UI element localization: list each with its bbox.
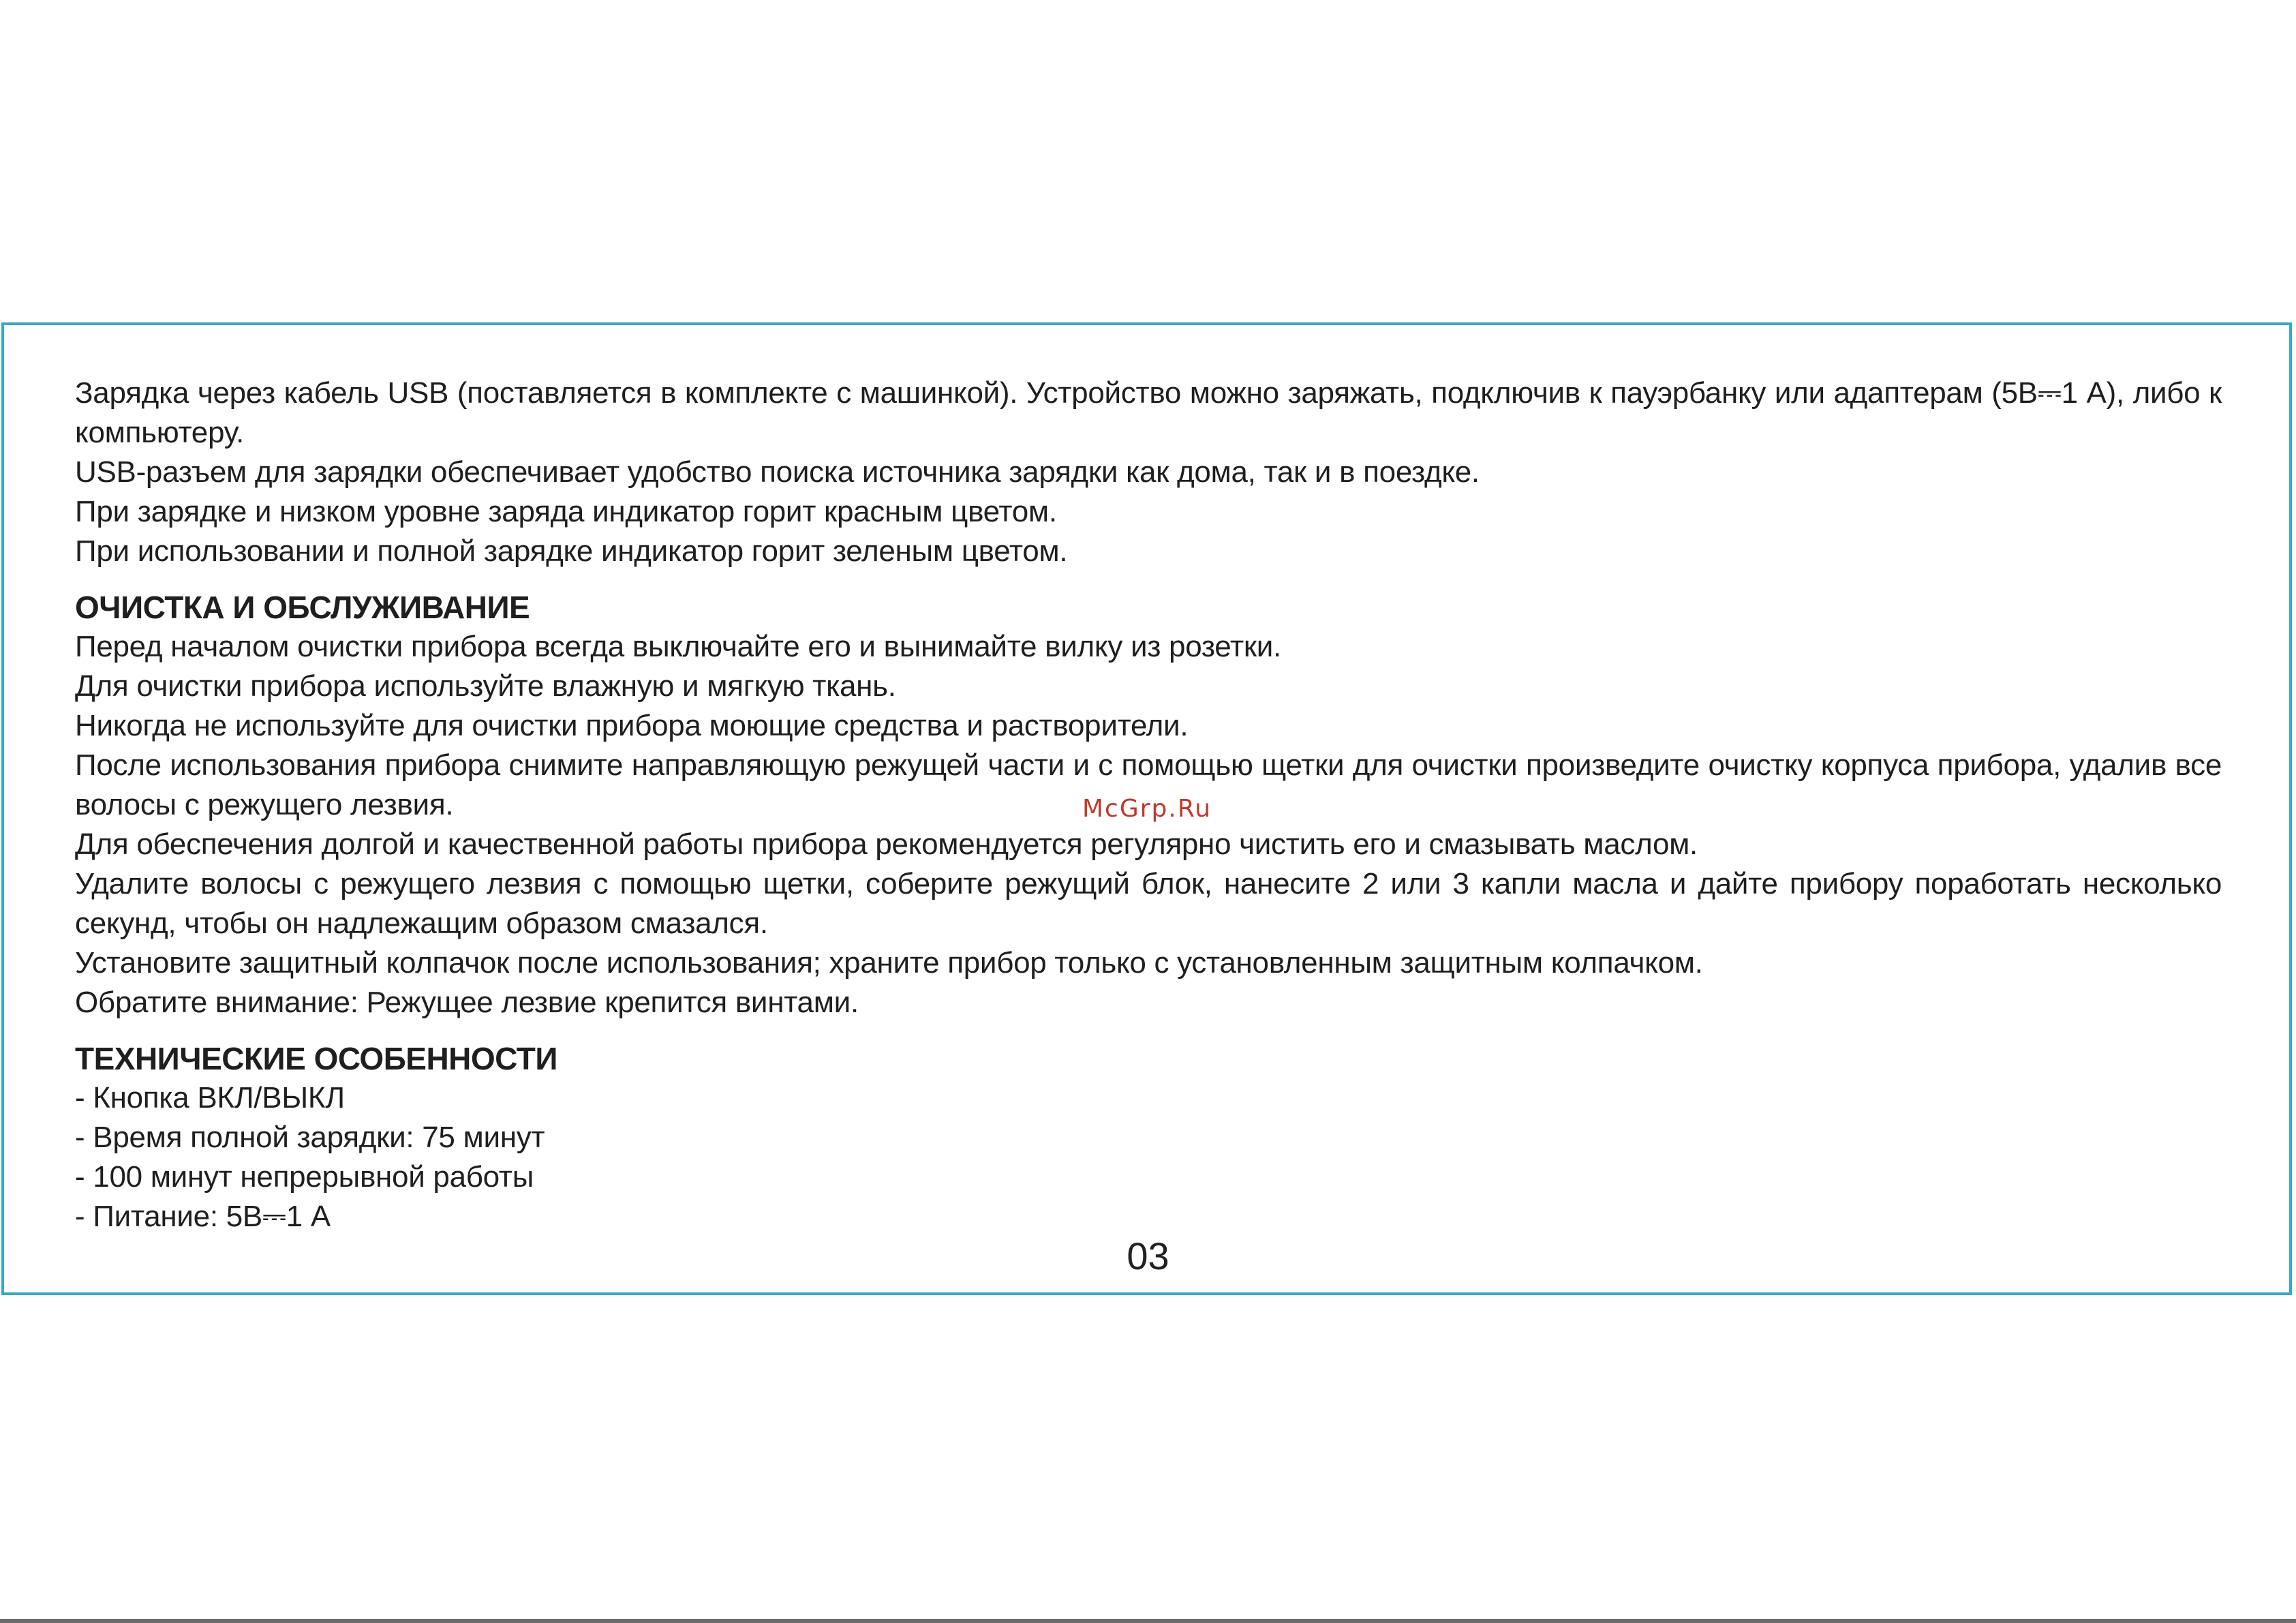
- cleaning-paragraph: Никогда не используйте для очистки прибора моющие средства и растворители.: [75, 709, 1189, 742]
- intro-paragraph: При использовании и полной зарядке индикатор горит зеленым цветом.: [75, 534, 1068, 568]
- intro-paragraph: USB-разъем для зарядки обеспечивает удобство поиска источника зарядки как дома, так и в поездке.: [75, 455, 1480, 489]
- spec-item: - Кнопка ВКЛ/ВЫКЛ: [75, 1081, 345, 1114]
- spec-item: - 100 минут непрерывной работы: [75, 1160, 534, 1194]
- specs-heading: ТЕХНИЧЕСКИЕ ОСОБЕННОСТИ: [75, 1041, 557, 1076]
- cleaning-paragraph: Установите защитный колпачок после использования; храните прибор только с установленным защитным колпачком.: [75, 946, 1703, 980]
- cleaning-paragraph: Обратите внимание: Режущее лезвие крепится винтами.: [75, 986, 859, 1019]
- intro-paragraph: Зарядка через кабель USB (поставляется в комплекте с машинкой). Устройство можно заряжать, подключив к пауэрбанку или адаптерам (5В⎓1 А), либо к компьютеру.: [75, 376, 2222, 449]
- cleaning-paragraph: После использования прибора снимите направляющую режущей части и с помощью щетки для очистки произведите очистку корпуса прибора, удалив все волосы с режущего лезвия.: [75, 748, 2222, 821]
- cleaning-paragraph: Для очистки прибора используйте влажную и мягкую ткань.: [75, 669, 896, 703]
- intro-section: [75, 374, 2222, 571]
- bottom-divider: [0, 1619, 2296, 1623]
- specs-section: [75, 1039, 2222, 1237]
- spec-item: - Питание: 5В⎓1 А: [75, 1200, 331, 1233]
- cleaning-paragraph: Удалите волосы с режущего лезвия с помощью щетки, соберите режущий блок, нанесите 2 или 3 капли масла и дайте прибору поработать несколько секунд, чтобы он надлежащим образом смазался.: [75, 867, 2222, 940]
- watermark-text: McGrp.Ru: [1082, 795, 1212, 823]
- spec-item: - Время полной зарядки: 75 минут: [75, 1121, 545, 1154]
- cleaning-paragraph: Перед началом очистки прибора всегда выключайте его и вынимайте вилку из розетки.: [75, 630, 1281, 663]
- intro-paragraph: При зарядке и низком уровне заряда индикатор горит красным цветом.: [75, 495, 1057, 528]
- cleaning-heading: ОЧИСТКА И ОБСЛУЖИВАНИЕ: [75, 590, 530, 625]
- page-number: 03: [1127, 1234, 1169, 1277]
- cleaning-paragraph: Для обеспечения долгой и качественной работы прибора рекомендуется регулярно чистить его и смазывать маслом.: [75, 828, 1698, 861]
